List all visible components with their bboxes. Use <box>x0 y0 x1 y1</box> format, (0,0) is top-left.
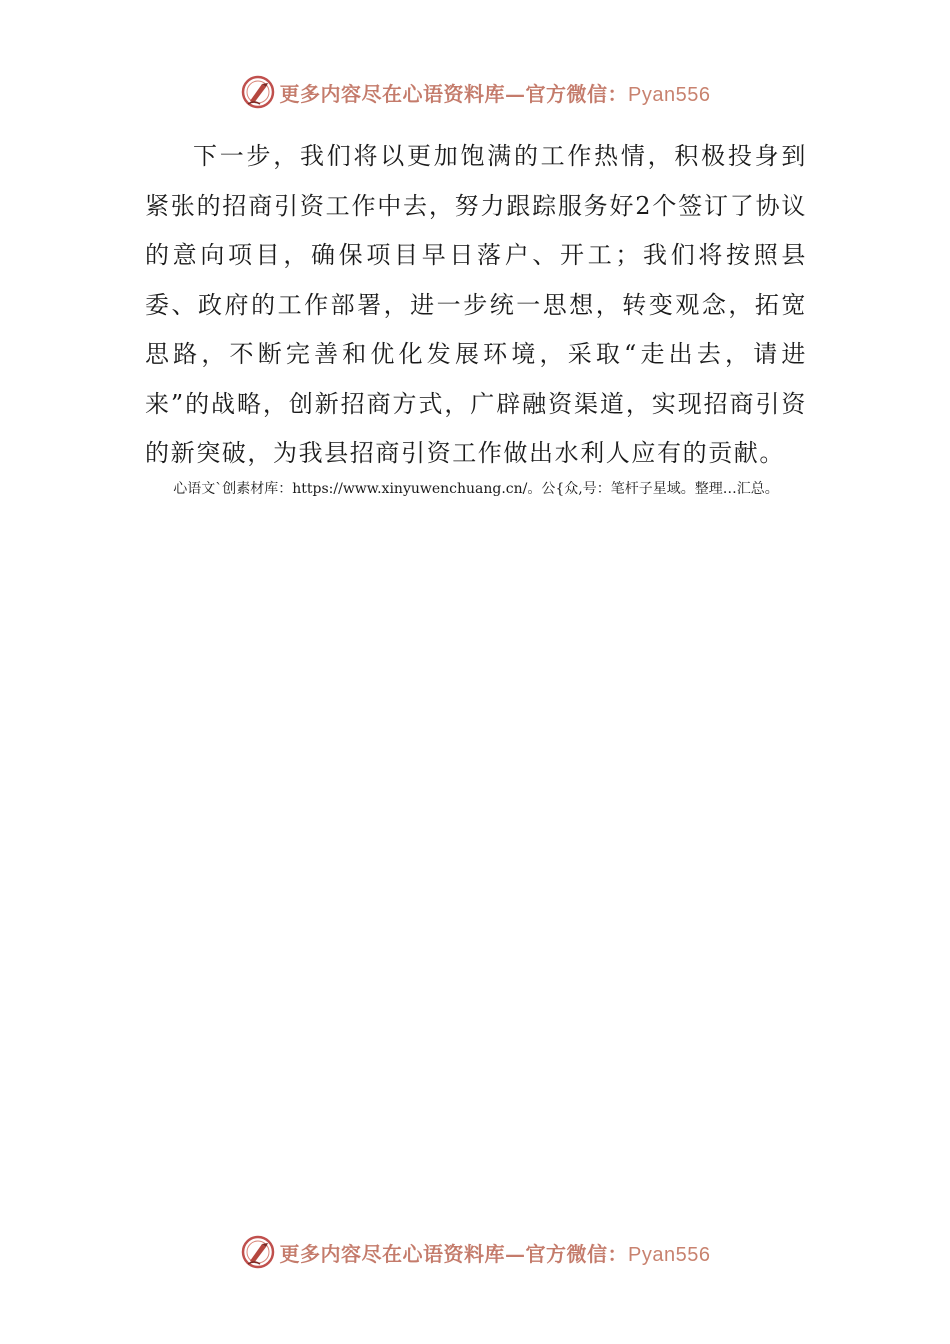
source-note: 心语文`创素材库：https://www.xinyuwenchuang.cn/。公{众,号：笔杆子星域。整理…汇总。 <box>173 481 779 497</box>
banner-text: 更多内容尽在心语资料库—官方微信：Pyan556 <box>279 1241 711 1266</box>
document-body <box>145 132 807 479</box>
wechat-handle: Pyan556 <box>628 83 711 106</box>
banner-text: 更多内容尽在心语资料库—官方微信：Pyan556 <box>279 81 711 106</box>
header-banner <box>0 70 950 114</box>
pen-nib-logo-icon <box>240 1234 276 1270</box>
body-paragraph: 下一步，我们将以更加饱满的工作热情，积极投身到紧张的招商引资工作中去，努力跟踪服务好2个签订了协议的意向项目，确保项目早日落户、开工；我们将按照县委、政府的工作部署，进一步统一思想，转变观念，拓宽思路，不断完善和优化发展环境，采取“走出去，请进来”的战略，创新招商方式，广辟融资渠道，实现招商引资的新突破，为我县招商引资工作做出水利人应有的贡献。 <box>145 142 807 467</box>
pen-nib-logo-icon <box>240 74 276 110</box>
footer-banner <box>0 1230 950 1274</box>
wechat-handle: Pyan556 <box>628 1243 711 1266</box>
